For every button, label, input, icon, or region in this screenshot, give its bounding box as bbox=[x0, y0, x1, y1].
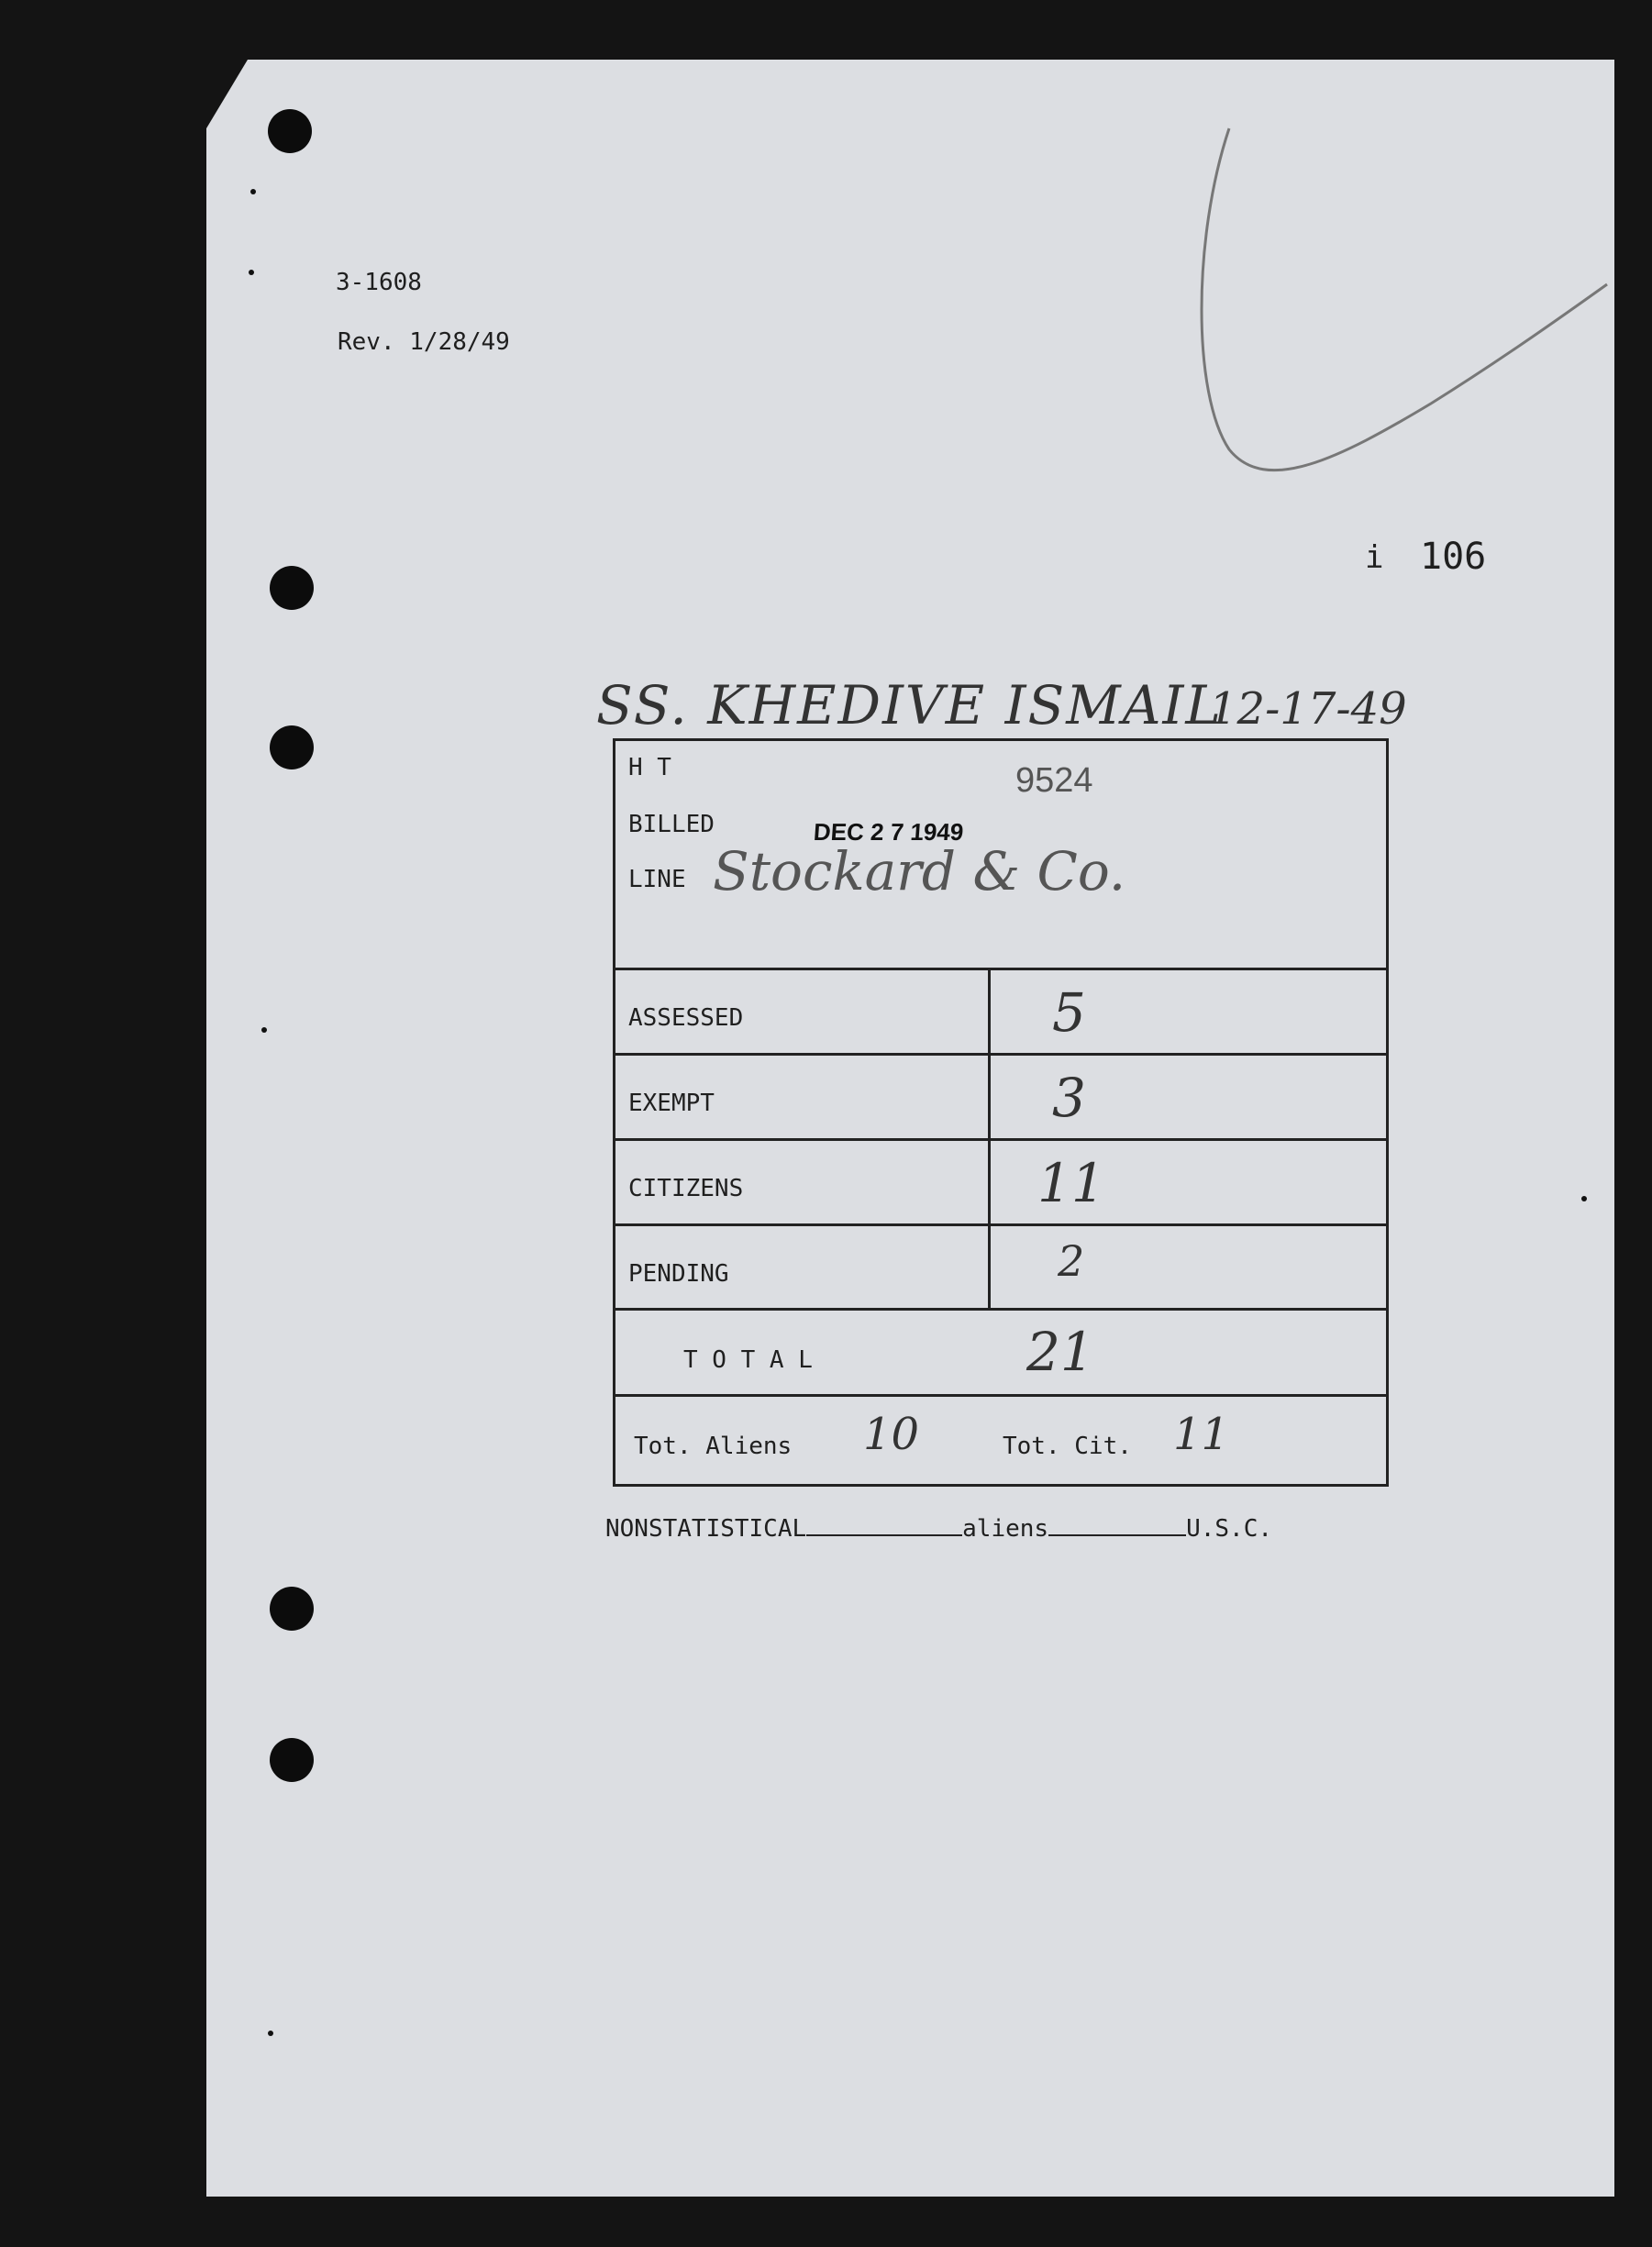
aliens-label: aliens bbox=[962, 1515, 1049, 1543]
page-mark: i bbox=[1365, 539, 1384, 576]
form-number: 3-1608 bbox=[336, 269, 422, 296]
usc-blank bbox=[1048, 1534, 1186, 1536]
billed-date-stamp: DEC 2 7 1949 bbox=[812, 818, 965, 846]
arrival-date: 12-17-49 bbox=[1209, 683, 1407, 735]
vessel-name: SS. KHEDIVE ISMAIL bbox=[596, 674, 1223, 736]
form-revision: Rev. 1/28/49 bbox=[338, 328, 510, 356]
divider bbox=[615, 1053, 1386, 1056]
row-value-exempt: 3 bbox=[1052, 1067, 1086, 1129]
column-divider bbox=[988, 968, 991, 1308]
tot-cit-label: Tot. Cit. bbox=[1003, 1433, 1132, 1460]
usc-label: U.S.C. bbox=[1186, 1515, 1272, 1543]
row-label-citizens: CITIZENS bbox=[628, 1175, 744, 1202]
row-value-citizens: 11 bbox=[1037, 1152, 1105, 1214]
divider bbox=[615, 968, 1386, 970]
tot-aliens-label: Tot. Aliens bbox=[634, 1433, 793, 1460]
tot-aliens-value: 10 bbox=[863, 1409, 920, 1460]
statistics-card bbox=[613, 738, 1389, 1487]
line-label: LINE bbox=[628, 866, 686, 893]
divider bbox=[615, 1138, 1386, 1141]
billed-label: BILLED bbox=[628, 811, 715, 838]
divider bbox=[615, 1223, 1386, 1226]
total-value: 21 bbox=[1026, 1321, 1094, 1383]
divider bbox=[615, 1394, 1386, 1397]
page-number: 106 bbox=[1420, 536, 1487, 578]
row-value-assessed: 5 bbox=[1052, 981, 1086, 1044]
divider bbox=[615, 1308, 1386, 1311]
row-label-assessed: ASSESSED bbox=[628, 1004, 744, 1032]
ht-number: 9524 bbox=[1015, 761, 1093, 800]
aliens-blank bbox=[806, 1534, 962, 1536]
row-label-exempt: EXEMPT bbox=[628, 1090, 715, 1117]
nonstatistical-label: NONSTATISTICAL bbox=[605, 1515, 807, 1543]
nonstatistical-line bbox=[605, 1515, 1272, 1543]
row-value-pending: 2 bbox=[1058, 1236, 1085, 1286]
total-label: T O T A L bbox=[683, 1346, 813, 1374]
ht-label: H T bbox=[628, 754, 671, 781]
tot-cit-value: 11 bbox=[1173, 1409, 1230, 1460]
line-value: Stockard & Co. bbox=[713, 840, 1126, 902]
row-label-pending: PENDING bbox=[628, 1260, 729, 1288]
